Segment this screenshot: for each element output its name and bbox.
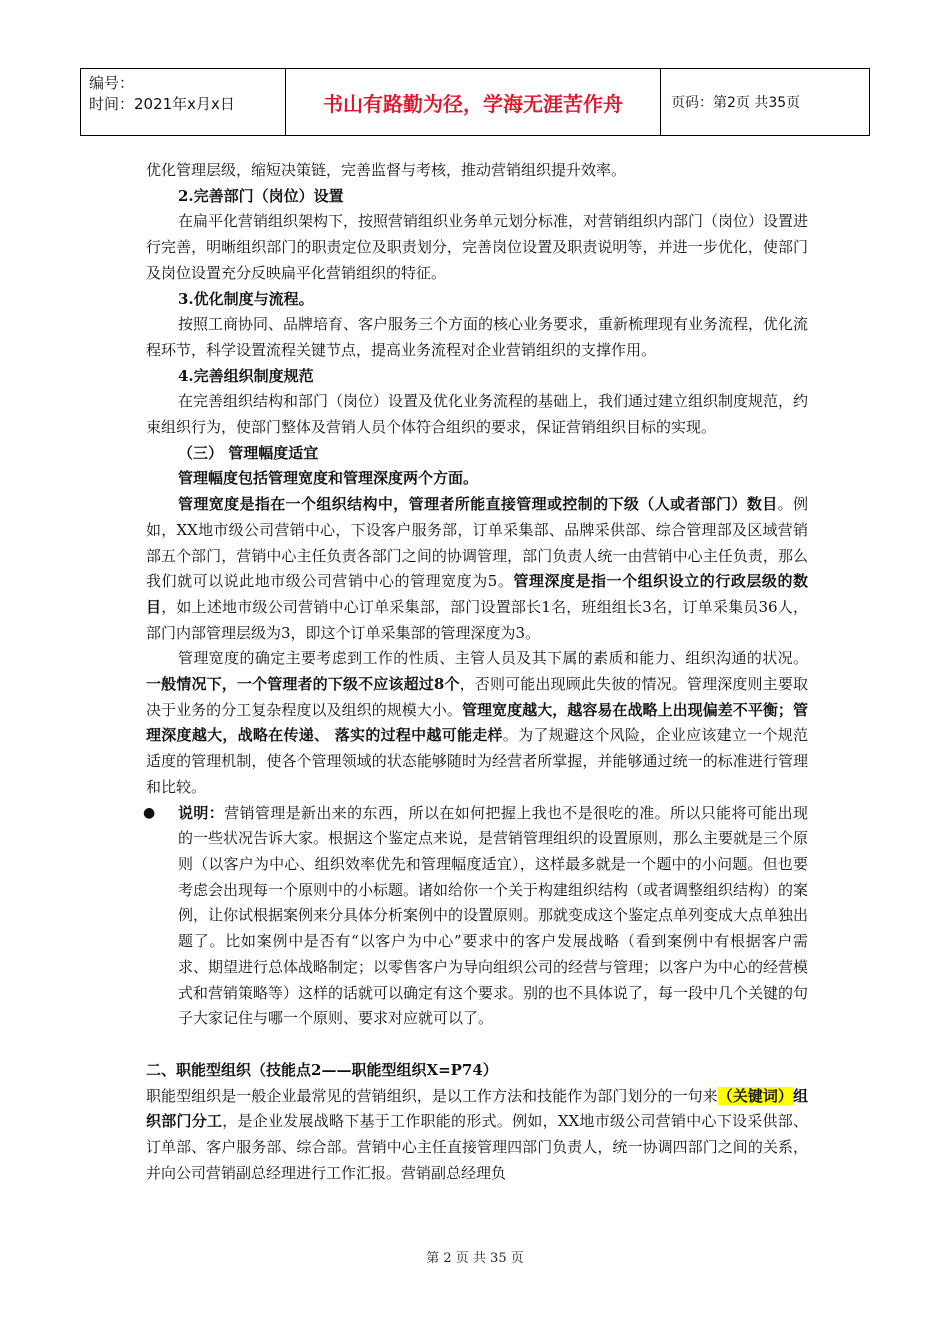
paragraph: 按照工商协同、品牌培育、客户服务三个方面的核心业务要求，重新梳理现有业务流程，优化流程环节，科学设置流程关键节点，提高业务流程对企业营销组织的支撑作用。 [146, 315, 809, 359]
section-heading: （三） 管理幅度适宜 [178, 443, 319, 462]
text: ，如上述地市级公司营销中心订单采集部，部门设置部长1名，班组组长3名，订单采集员36人，部门内部管理层级为3，即这个订单采集部的管理深度为3。 [146, 597, 808, 642]
subheading: 4.完善组织制度规范 [178, 366, 314, 385]
bullet-text: 营销管理是新出来的东西，所以在如何把握上我也不是很吃的准。所以只能将可能出现的一些状况告诉大家。根据这个鉴定点来说，是营销管理组织的设置原则，那么主要就是三个原则（以客户为中心、组织效率优先和管理幅度适宜），这样最多就是一个题中的小问题。但也要考虑会出现每一个原则中的小标题。诸如给你一个关于构建组织结构（或者调整组织结构）的案例，让你试根据案例来分具体分析案例中的设置原则。那就变成这个鉴定点单列变成大点单独出题了。比如案例中是否有“以客户为中心”要求中的客户发展战略（看到案例中有根据客户需求、期望进行总体战略制定；以零售客户为导向组织公司的经营与管理；以客户为中心的经营模式和营销策略等）这样的话就可以确定有这个要求。别的也不具体说了，每一段中几个关键的句子大家记住与哪一个原则、要求对应就可以了。 [178, 803, 809, 1028]
header-meta [81, 69, 286, 135]
paragraph: 在扁平化营销组织架构下，按照营销组织业务单元划分标准，对营销组织内部门（岗位）设置进行完善，明晰组织部门的职责定位及职责划分，完善岗位设置及职责说明等，并进一步优化，使部门及岗位设置充分反映扁平化营销组织的特征。 [146, 212, 809, 282]
text: 。为了规避这个风险，企业应该建立一个规范适度的管理机制，使各个管理领域的状态能够随时为经营者所掌握，并能够通过统一的标准进行管理和比较。 [146, 726, 808, 796]
paragraph: 管理幅度包括管理宽度和管理深度两个方面。 [178, 469, 479, 488]
text: 职能型组织是一般企业最常见的营销组织，是以工作方法和技能作为部门划分的一句来 [146, 1086, 718, 1105]
number-label: 编号： [89, 74, 135, 92]
text: 管理宽度的确定主要考虑到工作的性质、主管人员及其下属的素质和能力、组织沟通的状况。 [178, 649, 808, 668]
paragraph [146, 1084, 808, 1187]
section-heading: 二、职能型组织（技能点2——职能型组织X=P74） [146, 1060, 498, 1079]
text: 。例如，XX地市级公司营销中心，下设客户服务部，订单采集部、品牌采供部、综合管理部及区域营销部五个部门，营销中心主任负责各部门之间的协调管理，部门负责人统一由营销中心主任负责，那么我们就可以说此地市级公司营销中心的管理宽度为5。 [146, 495, 808, 591]
bold-text: 组织部门分工 [146, 1086, 808, 1131]
text: ，是企业发展战略下基于工作职能的形式。例如，XX地市级公司营销中心下设采供部、订单部、客户服务部、综合部。营销中心主任直接管理四部门负责人，统一协调四部门之间的关系，并向公司营销副总经理进行工作汇报。营销副总经理负 [146, 1112, 808, 1182]
bold-text: 一般情况下，一个管理者的下级不应该超过8个 [146, 675, 460, 694]
bold-text: 管理宽度是指在一个组织结构中，管理者所能直接管理或控制的下级（人或者部门）数目 [178, 495, 778, 514]
paragraph: 优化管理层级，缩短决策链，完善监督与考核，推动营销组织提升效率。 [146, 161, 627, 179]
bullet-label: 说明： [178, 803, 225, 822]
header-page-info: 页码：第2页 共35页 [671, 95, 801, 111]
time-label: 时间：2021年x月x日 [89, 95, 235, 113]
text: ，否则可能出现顾此失彼的情况。管理深度则主要取决于业务的分工复杂程度以及组织的规模大小。 [146, 675, 808, 719]
spacer [146, 1032, 808, 1058]
paragraph [146, 646, 808, 800]
paragraph: 在完善组织结构和部门（岗位）设置及优化业务流程的基础上，我们通过建立组织制度规范，约束组织行为，使部门整体及营销人员个体符合组织的要求，保证营销组织目标的实现。 [146, 392, 809, 437]
bullet-note [143, 801, 809, 1032]
header-motto: 书山有路勤为径，学海无涯苦作舟 [286, 69, 661, 135]
bullet-icon: ● [143, 804, 156, 821]
page-footer: 第 2 页 共 35 页 [426, 1251, 524, 1266]
subheading: 2.完善部门（岗位）设置 [178, 186, 344, 205]
bold-text: 管理深度是指一个组织设立的行政层级的数目 [146, 572, 808, 616]
bold-text: 管理宽度越大，越容易在战略上出现偏差不平衡；管理深度越大，战略在传递、 落实的过程中越可能走样 [146, 700, 808, 745]
document-body [143, 158, 809, 1186]
page-header [80, 68, 870, 136]
subheading: 3.优化制度与流程。 [178, 289, 314, 308]
highlight-keyword: （关键词） [717, 1086, 793, 1105]
paragraph [146, 492, 808, 646]
